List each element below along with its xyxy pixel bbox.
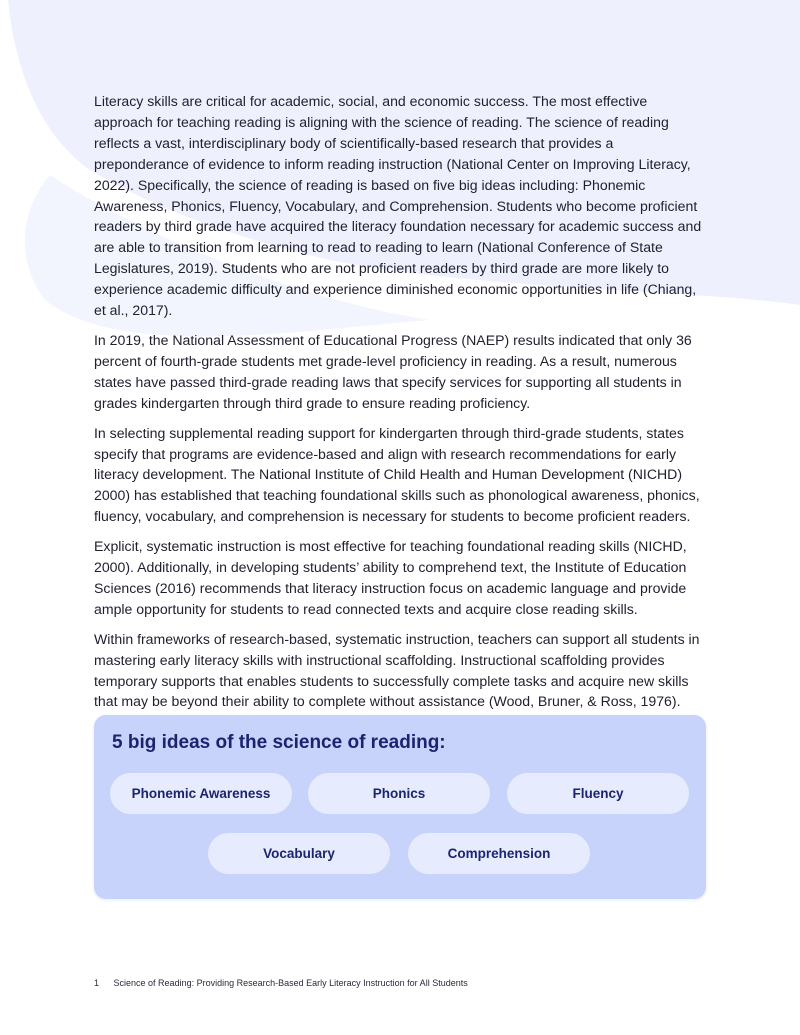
paragraph: Within frameworks of research-based, systematic instruction, teachers can support all students in mastering early literacy skills with instructional scaffolding. Instructional scaffolding provides temporary supports that enables students to successfully complete tasks and acquire new skills that may be beyond their ability to complete without assistance (Wood, Bruner, & Ross, 1976).	[94, 630, 700, 710]
paragraph: Explicit, systematic instruction is most effective for teaching foundational reading skills (NICHD, 2000). Additionally, in developing students’ ability to comprehend text, the Institute of Education Sciences (2016) recommends that literacy instruction focus on academic language and provide ample opportunity for students to read connected texts and acquire close reading skills.	[94, 538, 687, 617]
callout-title: 5 big ideas of the science of reading:	[112, 732, 446, 753]
page-footer	[94, 978, 468, 988]
page-number: 1	[94, 978, 100, 988]
idea-pill-phonemic-awareness: Phonemic Awareness	[110, 773, 292, 814]
idea-pill-fluency: Fluency	[507, 773, 689, 814]
footer-title: Science of Reading: Providing Research-Based Early Literacy Instruction for All Students	[113, 978, 468, 988]
idea-pill-vocabulary: Vocabulary	[208, 833, 390, 874]
idea-pill-phonics: Phonics	[308, 773, 490, 814]
paragraph: In 2019, the National Assessment of Educational Progress (NAEP) results indicated that only 36 percent of fourth-grade students met grade-level proficiency in reading. As a result, numerous states have passed third-grade reading laws that specify services for supporting all students in grades kindergarten through third grade to ensure reading proficiency.	[94, 331, 692, 411]
paragraph: In selecting supplemental reading support for kindergarten through third-grade students, states specify that programs are evidence-based and align with research recommendations for early literacy development. The National Institute of Child Health and Human Development (NICHD) 2000) has established that teaching foundational skills such as phonological awareness, phonics, fluency, vocabulary, and comprehension is necessary for students to become proficient readers.	[94, 424, 700, 525]
idea-pill-comprehension: Comprehension	[408, 833, 590, 874]
paragraph: Literacy skills are critical for academic, social, and economic success. The most effective approach for teaching reading is aligning with the science of reading. The science of reading reflects a vast, interdisciplinary body of scientifically-based research that provides a preponderance of evidence to inform reading instruction (National Center on Improving Literacy, 2022). Specifically, the science of reading is based on five big ideas including: Phonemic Awareness, Phonics, Fluency, Vocabulary, and Comprehension. Students who become proficient readers by third grade have acquired the literacy foundation necessary for academic success and are able to transition from learning to read to reading to learn (National Conference of State Legislatures, 2019). Students who are not proficient readers by third grade are more likely to experience academic difficulty and experience diminished economic opportunities in life (Chiang, et al., 2017).	[94, 93, 702, 319]
body-text	[94, 91, 708, 721]
big-ideas-callout	[94, 715, 706, 899]
